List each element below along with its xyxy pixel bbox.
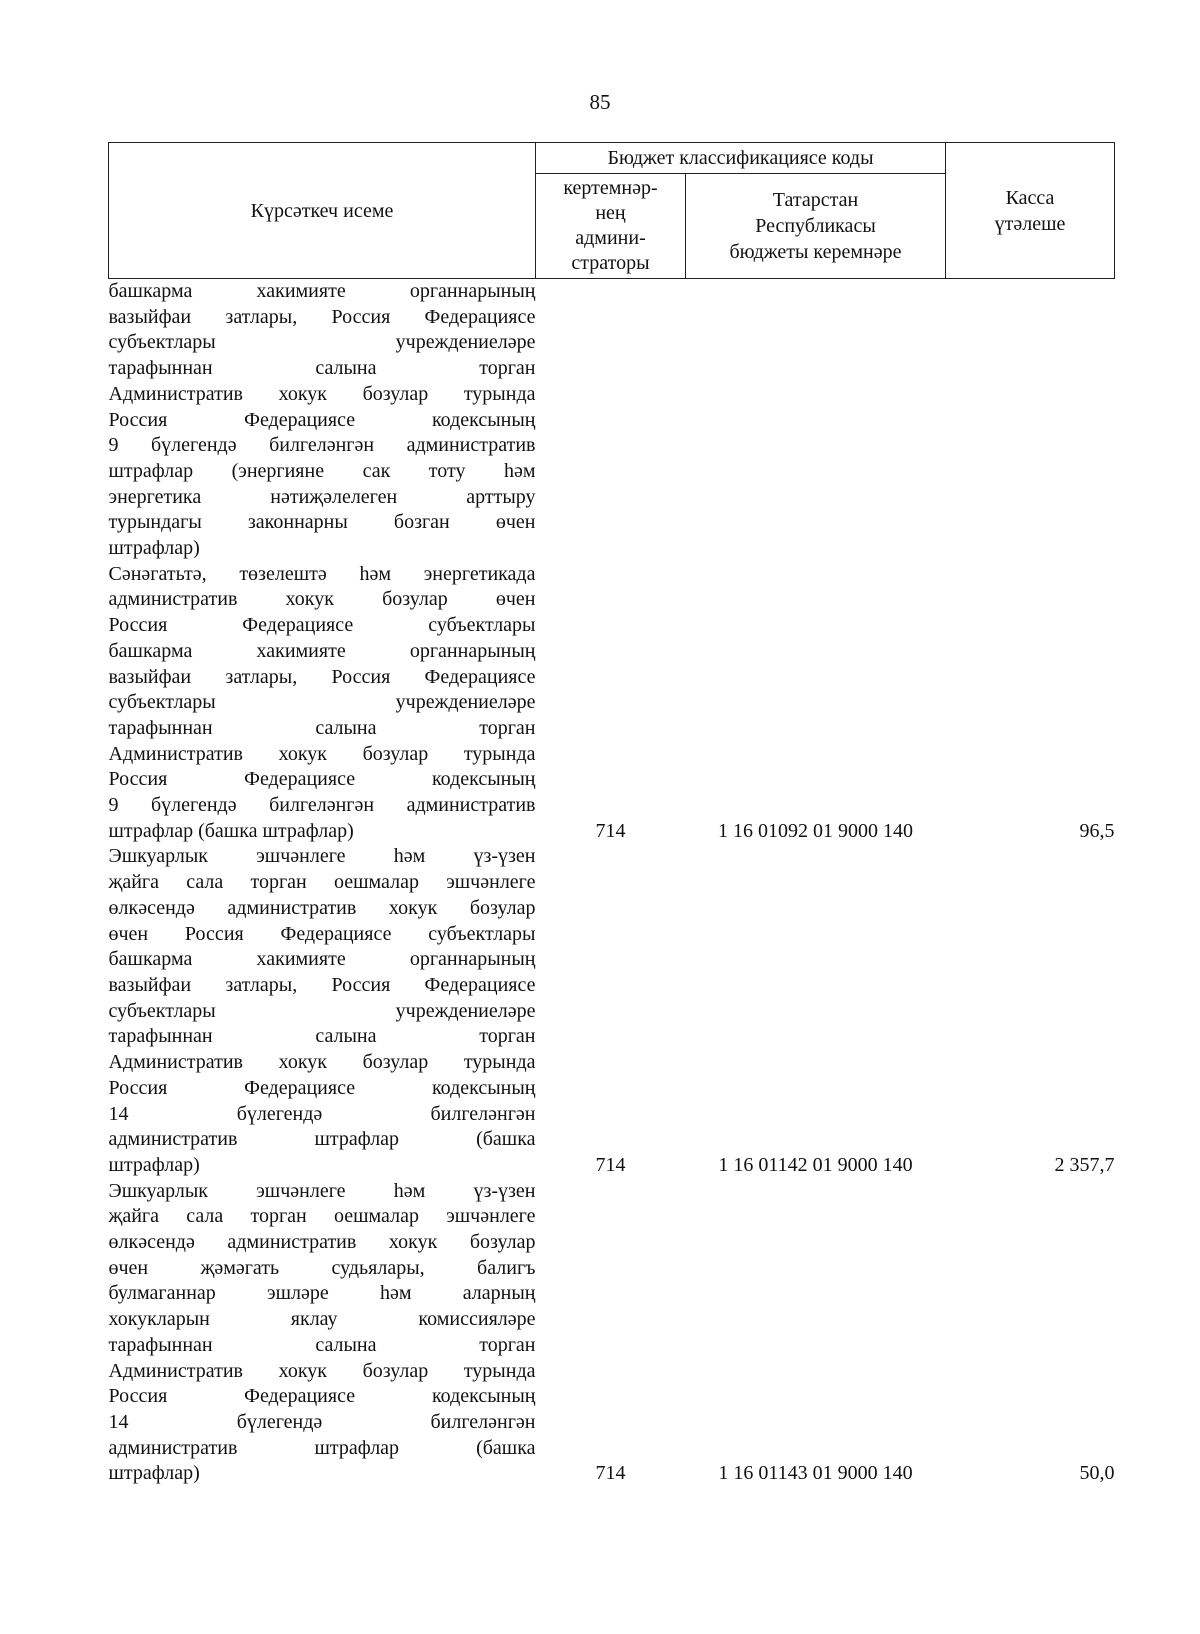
table-row bbox=[109, 844, 1115, 1178]
indicator-name-line: штрафлар (башка штрафлар) bbox=[108, 819, 354, 842]
revenue-code-cell: 1 16 01092 01 9000 140 bbox=[718, 819, 913, 842]
indicator-name-line: тарафыннан салына торган bbox=[108, 716, 536, 739]
revenue-code-cell: 1 16 01143 01 9000 140 bbox=[718, 1462, 913, 1485]
indicator-name-line: Россия Федерациясе субъектлары bbox=[108, 614, 536, 637]
indicator-name-line: 9 бүлегендә билгеләнгән административ bbox=[108, 434, 536, 457]
header-budget-code-group: Бюджет классификациясе коды bbox=[536, 143, 946, 174]
indicator-name-line: 14 бүлегендә билгеләнгән bbox=[108, 1410, 536, 1433]
header-revenue-line: Татарстан bbox=[772, 189, 859, 211]
indicator-name-cell bbox=[109, 279, 536, 562]
indicator-name-line: штрафлар) bbox=[108, 1153, 200, 1176]
indicator-name-line: 9 бүлегендә билгеләнгән административ bbox=[108, 794, 536, 817]
header-revenue-line: Республикасы bbox=[755, 215, 876, 237]
indicator-name-line: Россия Федерациясе кодексының bbox=[108, 408, 536, 431]
administrator-code-cell: 714 bbox=[595, 819, 626, 842]
indicator-name-line: башкарма хакимияте органнарының bbox=[108, 639, 536, 662]
indicator-name-line: административ хокук бозулар өчен bbox=[108, 588, 536, 611]
table-header bbox=[109, 143, 1115, 279]
administrator-code-cell: 714 bbox=[595, 1153, 626, 1176]
header-admin-line: нең bbox=[595, 202, 626, 224]
indicator-name-line: Сәнәгатьтә, төзелештә һәм энергетикада bbox=[108, 562, 536, 585]
cash-execution-cell: 96,5 bbox=[1079, 819, 1115, 842]
administrator-code-cell bbox=[536, 279, 686, 562]
indicator-name-cell bbox=[109, 844, 536, 1178]
indicator-name-line: тарафыннан салына торган bbox=[108, 357, 536, 380]
indicator-name-line: субъектлары учреждениеләре bbox=[108, 999, 536, 1022]
indicator-name-line: административ штрафлар (башка bbox=[108, 1436, 536, 1459]
indicator-name-line: тарафыннан салына торган bbox=[108, 1333, 536, 1356]
indicator-name-line: өлкәсендә административ хокук бозулар bbox=[108, 1231, 536, 1254]
indicator-name-line: Административ хокук бозулар турында bbox=[108, 742, 536, 765]
indicator-name-line: Россия Федерациясе кодексының bbox=[108, 1076, 536, 1099]
header-cash-execution bbox=[946, 143, 1115, 279]
indicator-name-line: турындагы законнарны бозган өчен bbox=[108, 511, 536, 534]
indicator-name-line: җайга сала торган оешмалар эшчәнлеге bbox=[108, 871, 536, 894]
cash-execution-cell: 2 357,7 bbox=[1054, 1153, 1115, 1176]
indicator-name-line: Россия Федерациясе кодексының bbox=[108, 768, 536, 791]
table-body bbox=[109, 279, 1115, 1488]
indicator-name-line: тарафыннан салына торган bbox=[108, 1025, 536, 1048]
cash-execution-cell: 50,0 bbox=[1079, 1462, 1115, 1485]
indicator-name-line: вазыйфаи затлары, Россия Федерациясе bbox=[108, 305, 536, 328]
indicator-name-line: штрафлар) bbox=[108, 1462, 200, 1485]
indicator-name-line: административ штрафлар (башка bbox=[108, 1128, 536, 1151]
header-payment-line: үтәлеше bbox=[994, 212, 1066, 235]
header-payment-line: Касса bbox=[1005, 186, 1055, 209]
header-admin-line: кертемнәр- bbox=[563, 177, 658, 199]
indicator-name-line: энергетика нәтиҗәлелеген арттыру bbox=[108, 485, 536, 508]
indicator-name-cell bbox=[109, 562, 536, 845]
table-row bbox=[109, 562, 1115, 845]
indicator-name-line: өчен җәмәгать судьялары, балигъ bbox=[108, 1256, 536, 1279]
indicator-name-line: субъектлары учреждениеләре bbox=[108, 331, 536, 354]
header-revenue-line: бюджеты керемнәре bbox=[729, 241, 902, 263]
header-admin-line: страторы bbox=[571, 252, 650, 274]
indicator-name-line: 14 бүлегендә билгеләнгән bbox=[108, 1102, 536, 1125]
indicator-name-line: Административ хокук бозулар турында bbox=[108, 1051, 536, 1074]
table-row bbox=[109, 279, 1115, 562]
indicator-name-line: штрафлар (энергияне сак тоту һәм bbox=[108, 459, 536, 482]
administrator-code-cell: 714 bbox=[595, 1462, 626, 1485]
table-row bbox=[109, 1179, 1115, 1487]
header-revenue-administrators bbox=[536, 174, 686, 279]
revenue-code-cell bbox=[686, 279, 946, 562]
indicator-name-line: хокукларын яклау комиссияләре bbox=[108, 1308, 536, 1331]
revenue-code-cell: 1 16 01142 01 9000 140 bbox=[718, 1153, 913, 1176]
indicator-name-line: субъектлары учреждениеләре bbox=[108, 691, 536, 714]
indicator-name-line: Административ хокук бозулар турында bbox=[108, 1359, 536, 1382]
indicator-name-line: Эшкуарлык эшчәнлеге һәм үз-үзен bbox=[108, 845, 536, 868]
indicator-name-line: башкарма хакимияте органнарының bbox=[108, 948, 536, 971]
indicator-name-line: Россия Федерациясе кодексының bbox=[108, 1385, 536, 1408]
indicator-name-cell bbox=[109, 1179, 536, 1487]
indicator-name-line: Административ хокук бозулар турында bbox=[108, 382, 536, 405]
header-admin-line: админи- bbox=[575, 227, 646, 249]
indicator-name-line: вазыйфаи затлары, Россия Федерациясе bbox=[108, 665, 536, 688]
page-number: 85 bbox=[589, 90, 611, 114]
indicator-name-line: Эшкуарлык эшчәнлеге һәм үз-үзен bbox=[108, 1179, 536, 1202]
indicator-name-line: өчен Россия Федерациясе субъектлары bbox=[108, 922, 536, 945]
indicator-name-line: булмаганнар эшләре һәм аларның bbox=[108, 1282, 536, 1305]
indicator-name-line: җайга сала торган оешмалар эшчәнлеге bbox=[108, 1205, 536, 1228]
indicator-name-line: өлкәсендә административ хокук бозулар bbox=[108, 896, 536, 919]
indicator-name-line: штрафлар) bbox=[108, 537, 200, 560]
cash-execution-cell bbox=[946, 279, 1115, 562]
header-indicator-name: Күрсәткеч исеме bbox=[109, 143, 536, 279]
indicator-name-line: вазыйфаи затлары, Россия Федерациясе bbox=[108, 973, 536, 996]
indicator-name-line: башкарма хакимияте органнарының bbox=[108, 280, 536, 302]
budget-table bbox=[108, 142, 1115, 1487]
header-republic-budget-revenue bbox=[686, 174, 946, 279]
